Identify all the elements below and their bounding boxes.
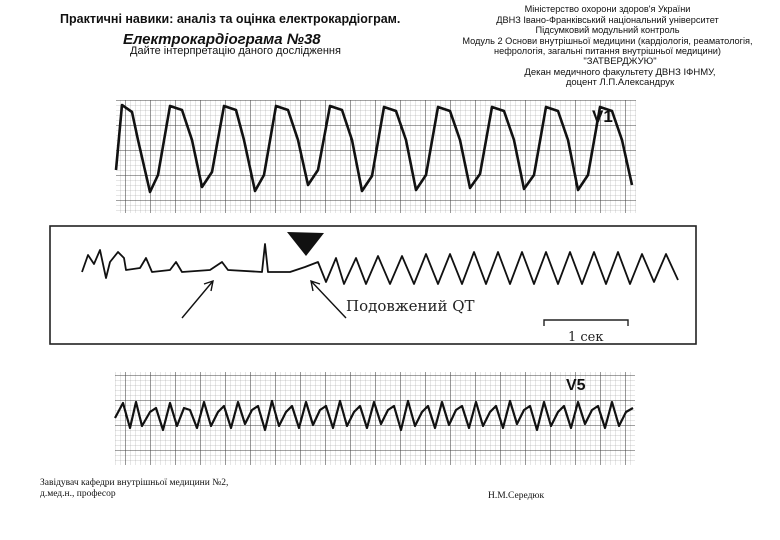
approval-line: Декан медичного факультету ДВНЗ ІФНМУ,: [524, 66, 716, 78]
approval-line: доцент Л.П.Александрук: [565, 77, 675, 88]
institution-line: Модуль 2 Основи внутрішньої медицини (кардіологія, реаматологія,: [462, 35, 753, 46]
approval-line: "ЗАТВЕРДЖУЮ": [583, 56, 657, 67]
pointer-arrow-right: [311, 281, 346, 318]
footer-line: Завідувач кафедри внутрішньої медицини №2,: [40, 478, 229, 488]
lead-label-v1: V1: [592, 107, 613, 126]
footer-line: д.мед.н., професор: [40, 489, 116, 499]
task-instruction: Дайте інтерпретацію даного дослідження: [130, 45, 341, 57]
scale-label: 1 сек: [568, 330, 604, 345]
ecg-title: Електрокардіограма №38: [123, 31, 321, 48]
institution-line: Міністерство охорони здоров'я України: [524, 4, 691, 14]
ecg-strip-annotated: [50, 226, 696, 345]
signatory-name: Н.М.Середюк: [488, 491, 545, 501]
department-head-signature-block: [40, 478, 228, 500]
scale-bar: [544, 320, 628, 326]
ecg-strip-v1: [116, 100, 636, 213]
arrowhead-marker: [287, 232, 324, 256]
prolonged-qt-label: Подовжений QT: [346, 297, 475, 315]
practical-skills-title: Практичні навики: аналіз та оцінка електрокардіограм.: [60, 12, 401, 26]
ecg-trace-annotated: [82, 244, 678, 284]
lead-label-v5: V5: [566, 377, 586, 394]
institution-line: нефрологія, загальні питання внутрішньої медицини): [494, 46, 721, 56]
pointer-arrow-left: [182, 281, 213, 318]
institution-line: Підсумковий модульний контроль: [535, 25, 680, 35]
institution-line: ДВНЗ Івано-Франківський національний університет: [496, 14, 719, 25]
ecg-strip-v5: [115, 372, 635, 465]
strip-frame: [50, 226, 696, 344]
